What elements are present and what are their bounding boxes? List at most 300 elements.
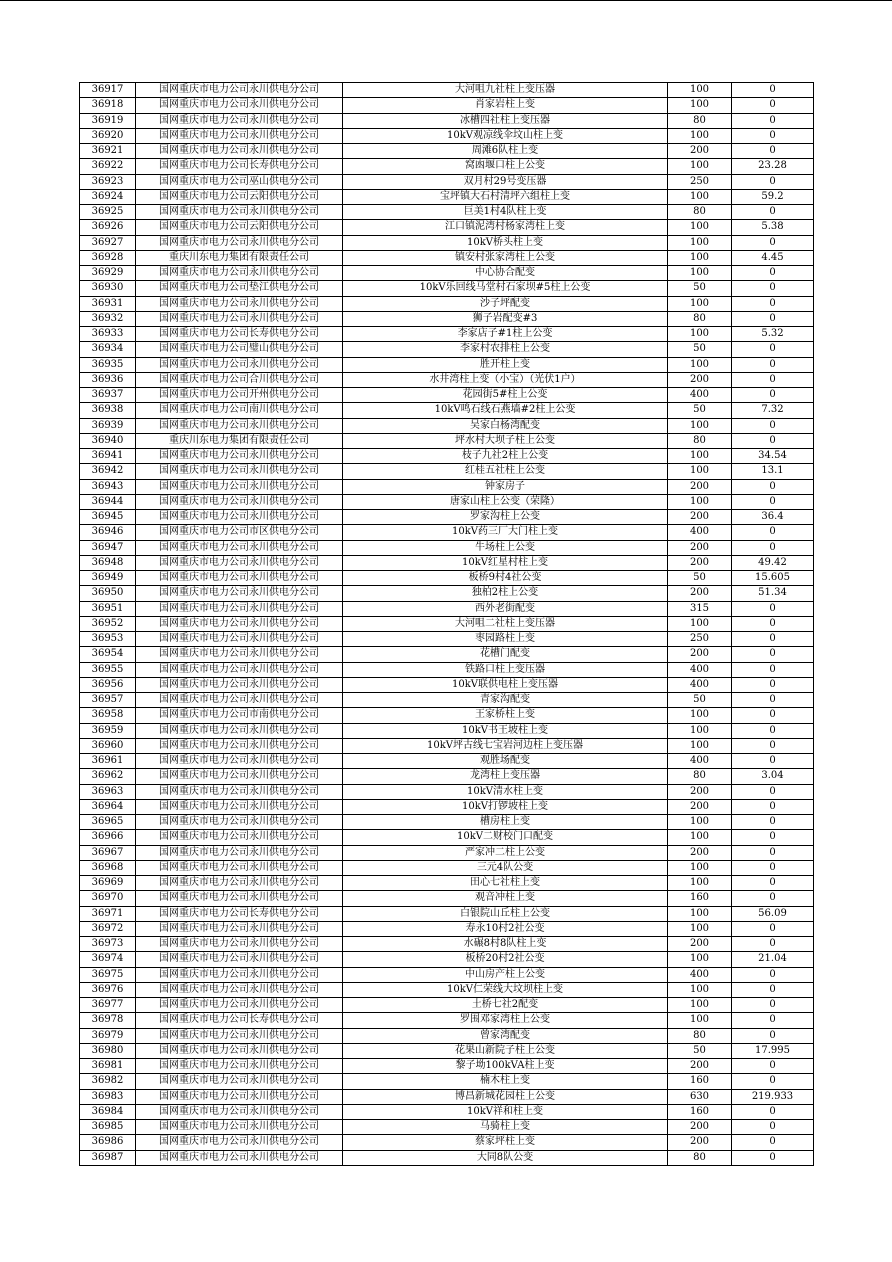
value-cell: 5.38 bbox=[732, 220, 814, 235]
transformer-name-cell: 周滩6队柱上变 bbox=[343, 144, 668, 159]
company-cell: 国网重庆市电力公司永川供电分公司 bbox=[136, 601, 343, 616]
company-cell: 国网重庆市电力公司云阳供电分公司 bbox=[136, 189, 343, 204]
transformer-name-cell: 花槽门配变 bbox=[343, 647, 668, 662]
transformer-name-cell: 枝子九社2柱上公变 bbox=[343, 449, 668, 464]
capacity-cell: 100 bbox=[668, 815, 732, 830]
capacity-cell: 100 bbox=[668, 952, 732, 967]
capacity-cell: 80 bbox=[668, 433, 732, 448]
capacity-cell: 315 bbox=[668, 601, 732, 616]
transformer-name-cell: 李家村农排柱上公变 bbox=[343, 342, 668, 357]
row-id-cell: 36937 bbox=[80, 388, 136, 403]
row-id-cell: 36985 bbox=[80, 1120, 136, 1135]
value-cell: 0 bbox=[732, 921, 814, 936]
company-cell: 国网重庆市电力公司南川供电分公司 bbox=[136, 403, 343, 418]
value-cell: 0 bbox=[732, 677, 814, 692]
row-id-cell: 36966 bbox=[80, 830, 136, 845]
row-id-cell: 36929 bbox=[80, 266, 136, 281]
table-row bbox=[80, 616, 814, 631]
value-cell: 0 bbox=[732, 876, 814, 891]
row-id-cell: 36967 bbox=[80, 845, 136, 860]
row-id-cell: 36968 bbox=[80, 860, 136, 875]
table-row bbox=[80, 266, 814, 281]
table-row bbox=[80, 1074, 814, 1089]
value-cell: 0 bbox=[732, 372, 814, 387]
value-cell: 36.4 bbox=[732, 510, 814, 525]
row-id-cell: 36933 bbox=[80, 327, 136, 342]
table-row bbox=[80, 220, 814, 235]
table-row bbox=[80, 372, 814, 387]
transformer-name-cell: 10kV乐回线马堂村石家坝#5柱上公变 bbox=[343, 281, 668, 296]
capacity-cell: 200 bbox=[668, 1120, 732, 1135]
capacity-cell: 50 bbox=[668, 693, 732, 708]
table-row bbox=[80, 1120, 814, 1135]
table-row bbox=[80, 845, 814, 860]
transformer-name-cell: 钟家房子 bbox=[343, 479, 668, 494]
capacity-cell: 400 bbox=[668, 754, 732, 769]
capacity-cell: 400 bbox=[668, 388, 732, 403]
company-cell: 重庆川东电力集团有限责任公司 bbox=[136, 433, 343, 448]
table-row bbox=[80, 601, 814, 616]
transformer-name-cell: 马骑柱上变 bbox=[343, 1120, 668, 1135]
value-cell: 0 bbox=[732, 174, 814, 189]
transformer-name-cell: 10kV坪古线七宝岩河边柱上变压器 bbox=[343, 738, 668, 753]
table-row bbox=[80, 1028, 814, 1043]
capacity-cell: 100 bbox=[668, 830, 732, 845]
capacity-cell: 200 bbox=[668, 479, 732, 494]
transformer-name-cell: 肖家岩柱上变 bbox=[343, 98, 668, 113]
table-row bbox=[80, 967, 814, 982]
company-cell: 国网重庆市电力公司永川供电分公司 bbox=[136, 540, 343, 555]
capacity-cell: 100 bbox=[668, 860, 732, 875]
capacity-cell: 100 bbox=[668, 266, 732, 281]
transformer-name-cell: 罗围邓家湾柱上公变 bbox=[343, 1013, 668, 1028]
value-cell: 0 bbox=[732, 1059, 814, 1074]
transformer-name-cell: 观音冲柱上变 bbox=[343, 891, 668, 906]
transformer-name-cell: 江口镇泥湾村杨家湾柱上变 bbox=[343, 220, 668, 235]
row-id-cell: 36951 bbox=[80, 601, 136, 616]
row-id-cell: 36977 bbox=[80, 998, 136, 1013]
transformer-name-cell: 博昌新城花园柱上公变 bbox=[343, 1089, 668, 1104]
row-id-cell: 36964 bbox=[80, 799, 136, 814]
company-cell: 国网重庆市电力公司永川供电分公司 bbox=[136, 982, 343, 997]
row-id-cell: 36963 bbox=[80, 784, 136, 799]
table-row bbox=[80, 540, 814, 555]
capacity-cell: 100 bbox=[668, 616, 732, 631]
capacity-cell: 100 bbox=[668, 906, 732, 921]
capacity-cell: 80 bbox=[668, 205, 732, 220]
value-cell: 0 bbox=[732, 937, 814, 952]
value-cell: 0 bbox=[732, 754, 814, 769]
transformer-name-cell: 土桥七社2配变 bbox=[343, 998, 668, 1013]
transformer-name-cell: 10kV打锣坡柱上变 bbox=[343, 799, 668, 814]
value-cell: 0 bbox=[732, 98, 814, 113]
row-id-cell: 36982 bbox=[80, 1074, 136, 1089]
capacity-cell: 80 bbox=[668, 1028, 732, 1043]
capacity-cell: 160 bbox=[668, 891, 732, 906]
row-id-cell: 36958 bbox=[80, 708, 136, 723]
transformer-name-cell: 坪水村大坝子柱上公变 bbox=[343, 433, 668, 448]
capacity-cell: 200 bbox=[668, 799, 732, 814]
value-cell: 0 bbox=[732, 1104, 814, 1119]
table-row bbox=[80, 449, 814, 464]
table-row bbox=[80, 250, 814, 265]
value-cell: 0 bbox=[732, 205, 814, 220]
row-id-cell: 36943 bbox=[80, 479, 136, 494]
page-top-rule bbox=[0, 0, 892, 1]
row-id-cell: 36961 bbox=[80, 754, 136, 769]
table-row bbox=[80, 189, 814, 204]
capacity-cell: 200 bbox=[668, 372, 732, 387]
capacity-cell: 50 bbox=[668, 571, 732, 586]
capacity-cell: 80 bbox=[668, 311, 732, 326]
value-cell: 51.34 bbox=[732, 586, 814, 601]
row-id-cell: 36970 bbox=[80, 891, 136, 906]
row-id-cell: 36928 bbox=[80, 250, 136, 265]
table-body bbox=[80, 83, 814, 1166]
row-id-cell: 36919 bbox=[80, 113, 136, 128]
row-id-cell: 36944 bbox=[80, 494, 136, 509]
company-cell: 国网重庆市电力公司市区供电分公司 bbox=[136, 525, 343, 540]
table-row bbox=[80, 937, 814, 952]
company-cell: 国网重庆市电力公司永川供电分公司 bbox=[136, 98, 343, 113]
row-id-cell: 36984 bbox=[80, 1104, 136, 1119]
transformer-name-cell: 中山房产柱上公变 bbox=[343, 967, 668, 982]
table-row bbox=[80, 418, 814, 433]
company-cell: 国网重庆市电力公司永川供电分公司 bbox=[136, 1150, 343, 1165]
value-cell: 0 bbox=[732, 296, 814, 311]
transformer-name-cell: 枣园路柱上变 bbox=[343, 632, 668, 647]
transformer-name-cell: 沙子坪配变 bbox=[343, 296, 668, 311]
row-id-cell: 36955 bbox=[80, 662, 136, 677]
value-cell: 0 bbox=[732, 1013, 814, 1028]
row-id-cell: 36978 bbox=[80, 1013, 136, 1028]
capacity-cell: 50 bbox=[668, 1043, 732, 1058]
table-row bbox=[80, 586, 814, 601]
transformer-name-cell: 大河咀二社柱上变压器 bbox=[343, 616, 668, 631]
value-cell: 34.54 bbox=[732, 449, 814, 464]
table-row bbox=[80, 98, 814, 113]
company-cell: 国网重庆市电力公司永川供电分公司 bbox=[136, 860, 343, 875]
company-cell: 国网重庆市电力公司永川供电分公司 bbox=[136, 769, 343, 784]
row-id-cell: 36923 bbox=[80, 174, 136, 189]
row-id-cell: 36926 bbox=[80, 220, 136, 235]
capacity-cell: 200 bbox=[668, 1135, 732, 1150]
capacity-cell: 200 bbox=[668, 937, 732, 952]
capacity-cell: 400 bbox=[668, 677, 732, 692]
row-id-cell: 36948 bbox=[80, 555, 136, 570]
transformer-name-cell: 西外老街配变 bbox=[343, 601, 668, 616]
transformer-table bbox=[79, 82, 814, 1166]
table-row bbox=[80, 494, 814, 509]
transformer-name-cell: 罗家沟柱上公变 bbox=[343, 510, 668, 525]
company-cell: 国网重庆市电力公司永川供电分公司 bbox=[136, 555, 343, 570]
value-cell: 0 bbox=[732, 1135, 814, 1150]
company-cell: 国网重庆市电力公司永川供电分公司 bbox=[136, 128, 343, 143]
transformer-name-cell: 冰槽四社柱上变压器 bbox=[343, 113, 668, 128]
company-cell: 国网重庆市电力公司永川供电分公司 bbox=[136, 1043, 343, 1058]
company-cell: 国网重庆市电力公司长寿供电分公司 bbox=[136, 1013, 343, 1028]
transformer-name-cell: 三元4队公变 bbox=[343, 860, 668, 875]
row-id-cell: 36972 bbox=[80, 921, 136, 936]
transformer-name-cell: 宝坪镇大石村清坪六组柱上变 bbox=[343, 189, 668, 204]
capacity-cell: 100 bbox=[668, 449, 732, 464]
value-cell: 23.28 bbox=[732, 159, 814, 174]
table-row bbox=[80, 174, 814, 189]
row-id-cell: 36924 bbox=[80, 189, 136, 204]
table-row bbox=[80, 1135, 814, 1150]
row-id-cell: 36917 bbox=[80, 83, 136, 98]
capacity-cell: 100 bbox=[668, 708, 732, 723]
value-cell: 0 bbox=[732, 1150, 814, 1165]
capacity-cell: 100 bbox=[668, 296, 732, 311]
company-cell: 国网重庆市电力公司云阳供电分公司 bbox=[136, 220, 343, 235]
table-row bbox=[80, 738, 814, 753]
transformer-name-cell: 大同8队公变 bbox=[343, 1150, 668, 1165]
capacity-cell: 100 bbox=[668, 464, 732, 479]
row-id-cell: 36959 bbox=[80, 723, 136, 738]
company-cell: 国网重庆市电力公司璧山供电分公司 bbox=[136, 342, 343, 357]
transformer-name-cell: 田心七社柱上变 bbox=[343, 876, 668, 891]
company-cell: 国网重庆市电力公司永川供电分公司 bbox=[136, 723, 343, 738]
table-row bbox=[80, 433, 814, 448]
capacity-cell: 50 bbox=[668, 342, 732, 357]
value-cell: 0 bbox=[732, 357, 814, 372]
capacity-cell: 100 bbox=[668, 418, 732, 433]
value-cell: 0 bbox=[732, 708, 814, 723]
table-row bbox=[80, 159, 814, 174]
company-cell: 国网重庆市电力公司永川供电分公司 bbox=[136, 1120, 343, 1135]
row-id-cell: 36946 bbox=[80, 525, 136, 540]
row-id-cell: 36952 bbox=[80, 616, 136, 631]
value-cell: 17.995 bbox=[732, 1043, 814, 1058]
row-id-cell: 36940 bbox=[80, 433, 136, 448]
row-id-cell: 36918 bbox=[80, 98, 136, 113]
transformer-name-cell: 10kV药三厂大门柱上变 bbox=[343, 525, 668, 540]
capacity-cell: 100 bbox=[668, 876, 732, 891]
row-id-cell: 36938 bbox=[80, 403, 136, 418]
value-cell: 0 bbox=[732, 891, 814, 906]
table-row bbox=[80, 799, 814, 814]
row-id-cell: 36954 bbox=[80, 647, 136, 662]
value-cell: 5.32 bbox=[732, 327, 814, 342]
transformer-name-cell: 黎子坳100kVA柱上变 bbox=[343, 1059, 668, 1074]
capacity-cell: 630 bbox=[668, 1089, 732, 1104]
value-cell: 219.933 bbox=[732, 1089, 814, 1104]
value-cell: 0 bbox=[732, 525, 814, 540]
value-cell: 0 bbox=[732, 982, 814, 997]
transformer-name-cell: 10kV二财校门口配变 bbox=[343, 830, 668, 845]
value-cell: 0 bbox=[732, 601, 814, 616]
capacity-cell: 100 bbox=[668, 235, 732, 250]
capacity-cell: 200 bbox=[668, 144, 732, 159]
company-cell: 国网重庆市电力公司永川供电分公司 bbox=[136, 266, 343, 281]
capacity-cell: 160 bbox=[668, 1074, 732, 1089]
company-cell: 国网重庆市电力公司垫江供电分公司 bbox=[136, 281, 343, 296]
table-row bbox=[80, 693, 814, 708]
table-row bbox=[80, 113, 814, 128]
row-id-cell: 36935 bbox=[80, 357, 136, 372]
company-cell: 国网重庆市电力公司长寿供电分公司 bbox=[136, 906, 343, 921]
company-cell: 国网重庆市电力公司永川供电分公司 bbox=[136, 677, 343, 692]
table-row bbox=[80, 632, 814, 647]
transformer-name-cell: 严家冲二柱上公变 bbox=[343, 845, 668, 860]
transformer-name-cell: 10kV仁荣线大坟坝柱上变 bbox=[343, 982, 668, 997]
capacity-cell: 100 bbox=[668, 128, 732, 143]
value-cell: 0 bbox=[732, 616, 814, 631]
capacity-cell: 400 bbox=[668, 525, 732, 540]
table-row bbox=[80, 479, 814, 494]
capacity-cell: 100 bbox=[668, 220, 732, 235]
company-cell: 国网重庆市电力公司永川供电分公司 bbox=[136, 647, 343, 662]
value-cell: 0 bbox=[732, 281, 814, 296]
value-cell: 4.45 bbox=[732, 250, 814, 265]
row-id-cell: 36925 bbox=[80, 205, 136, 220]
company-cell: 国网重庆市电力公司永川供电分公司 bbox=[136, 662, 343, 677]
table-row bbox=[80, 205, 814, 220]
value-cell: 49.42 bbox=[732, 555, 814, 570]
row-id-cell: 36930 bbox=[80, 281, 136, 296]
table-row bbox=[80, 998, 814, 1013]
transformer-name-cell: 青家沟配变 bbox=[343, 693, 668, 708]
company-cell: 国网重庆市电力公司永川供电分公司 bbox=[136, 921, 343, 936]
company-cell: 国网重庆市电力公司永川供电分公司 bbox=[136, 876, 343, 891]
value-cell: 0 bbox=[732, 235, 814, 250]
row-id-cell: 36971 bbox=[80, 906, 136, 921]
table-row bbox=[80, 403, 814, 418]
row-id-cell: 36975 bbox=[80, 967, 136, 982]
company-cell: 国网重庆市电力公司永川供电分公司 bbox=[136, 1028, 343, 1043]
company-cell: 国网重庆市电力公司永川供电分公司 bbox=[136, 113, 343, 128]
company-cell: 国网重庆市电力公司永川供电分公司 bbox=[136, 418, 343, 433]
transformer-name-cell: 大河咀九社柱上变压器 bbox=[343, 83, 668, 98]
table-row bbox=[80, 571, 814, 586]
value-cell: 0 bbox=[732, 83, 814, 98]
capacity-cell: 100 bbox=[668, 738, 732, 753]
company-cell: 国网重庆市电力公司永川供电分公司 bbox=[136, 479, 343, 494]
company-cell: 国网重庆市电力公司永川供电分公司 bbox=[136, 296, 343, 311]
value-cell: 0 bbox=[732, 845, 814, 860]
transformer-name-cell: 花果山新院子柱上公变 bbox=[343, 1043, 668, 1058]
table-row bbox=[80, 708, 814, 723]
table-row bbox=[80, 83, 814, 98]
capacity-cell: 200 bbox=[668, 540, 732, 555]
company-cell: 国网重庆市电力公司永川供电分公司 bbox=[136, 616, 343, 631]
transformer-name-cell: 铁路口柱上变压器 bbox=[343, 662, 668, 677]
transformer-name-cell: 水井湾柱上变（小宝）（光伏1户） bbox=[343, 372, 668, 387]
table-row bbox=[80, 754, 814, 769]
table-row bbox=[80, 281, 814, 296]
transformer-name-cell: 10kV红星村柱上变 bbox=[343, 555, 668, 570]
value-cell: 0 bbox=[732, 311, 814, 326]
capacity-cell: 250 bbox=[668, 174, 732, 189]
transformer-name-cell: 10kV书王坡柱上变 bbox=[343, 723, 668, 738]
company-cell: 国网重庆市电力公司永川供电分公司 bbox=[136, 952, 343, 967]
capacity-cell: 400 bbox=[668, 967, 732, 982]
company-cell: 国网重庆市电力公司永川供电分公司 bbox=[136, 754, 343, 769]
table-row bbox=[80, 982, 814, 997]
transformer-name-cell: 10kV桥头柱上变 bbox=[343, 235, 668, 250]
value-cell: 3.04 bbox=[732, 769, 814, 784]
value-cell: 15.605 bbox=[732, 571, 814, 586]
company-cell: 国网重庆市电力公司巫山供电分公司 bbox=[136, 174, 343, 189]
company-cell: 国网重庆市电力公司永川供电分公司 bbox=[136, 967, 343, 982]
transformer-name-cell: 槽房柱上变 bbox=[343, 815, 668, 830]
transformer-name-cell: 观胜场配变 bbox=[343, 754, 668, 769]
row-id-cell: 36953 bbox=[80, 632, 136, 647]
row-id-cell: 36920 bbox=[80, 128, 136, 143]
value-cell: 0 bbox=[732, 784, 814, 799]
row-id-cell: 36939 bbox=[80, 418, 136, 433]
capacity-cell: 400 bbox=[668, 662, 732, 677]
capacity-cell: 100 bbox=[668, 1013, 732, 1028]
transformer-name-cell: 10kV祥和柱上变 bbox=[343, 1104, 668, 1119]
value-cell: 0 bbox=[732, 1120, 814, 1135]
value-cell: 0 bbox=[732, 144, 814, 159]
capacity-cell: 100 bbox=[668, 327, 732, 342]
value-cell: 0 bbox=[732, 418, 814, 433]
value-cell: 0 bbox=[732, 479, 814, 494]
capacity-cell: 200 bbox=[668, 555, 732, 570]
value-cell: 0 bbox=[732, 632, 814, 647]
value-cell: 0 bbox=[732, 799, 814, 814]
company-cell: 国网重庆市电力公司永川供电分公司 bbox=[136, 815, 343, 830]
row-id-cell: 36956 bbox=[80, 677, 136, 692]
value-cell: 0 bbox=[732, 113, 814, 128]
row-id-cell: 36976 bbox=[80, 982, 136, 997]
value-cell: 0 bbox=[732, 860, 814, 875]
transformer-name-cell: 双月村29号变压器 bbox=[343, 174, 668, 189]
transformer-name-cell: 花园街5#柱上公变 bbox=[343, 388, 668, 403]
table-row bbox=[80, 235, 814, 250]
company-cell: 国网重庆市电力公司永川供电分公司 bbox=[136, 1135, 343, 1150]
transformer-name-cell: 10kV联供电柱上变压器 bbox=[343, 677, 668, 692]
table-row bbox=[80, 128, 814, 143]
row-id-cell: 36979 bbox=[80, 1028, 136, 1043]
value-cell: 0 bbox=[732, 647, 814, 662]
transformer-name-cell: 蔡家坪柱上变 bbox=[343, 1135, 668, 1150]
company-cell: 国网重庆市电力公司永川供电分公司 bbox=[136, 449, 343, 464]
transformer-name-cell: 窝凼堰口柱上公变 bbox=[343, 159, 668, 174]
table-row bbox=[80, 647, 814, 662]
value-cell: 21.04 bbox=[732, 952, 814, 967]
row-id-cell: 36973 bbox=[80, 937, 136, 952]
row-id-cell: 36949 bbox=[80, 571, 136, 586]
table-row bbox=[80, 1150, 814, 1165]
table-row bbox=[80, 388, 814, 403]
company-cell: 国网重庆市电力公司长寿供电分公司 bbox=[136, 159, 343, 174]
capacity-cell: 80 bbox=[668, 1150, 732, 1165]
value-cell: 0 bbox=[732, 662, 814, 677]
capacity-cell: 100 bbox=[668, 189, 732, 204]
capacity-cell: 80 bbox=[668, 113, 732, 128]
capacity-cell: 160 bbox=[668, 1104, 732, 1119]
row-id-cell: 36962 bbox=[80, 769, 136, 784]
value-cell: 0 bbox=[732, 723, 814, 738]
value-cell: 56.09 bbox=[732, 906, 814, 921]
value-cell: 0 bbox=[732, 815, 814, 830]
row-id-cell: 36927 bbox=[80, 235, 136, 250]
value-cell: 0 bbox=[732, 342, 814, 357]
value-cell: 0 bbox=[732, 830, 814, 845]
table-row bbox=[80, 815, 814, 830]
table-row bbox=[80, 357, 814, 372]
row-id-cell: 36987 bbox=[80, 1150, 136, 1165]
value-cell: 0 bbox=[732, 266, 814, 281]
value-cell: 0 bbox=[732, 128, 814, 143]
transformer-name-cell: 水碾8村8队柱上变 bbox=[343, 937, 668, 952]
table-row bbox=[80, 891, 814, 906]
table-row bbox=[80, 784, 814, 799]
